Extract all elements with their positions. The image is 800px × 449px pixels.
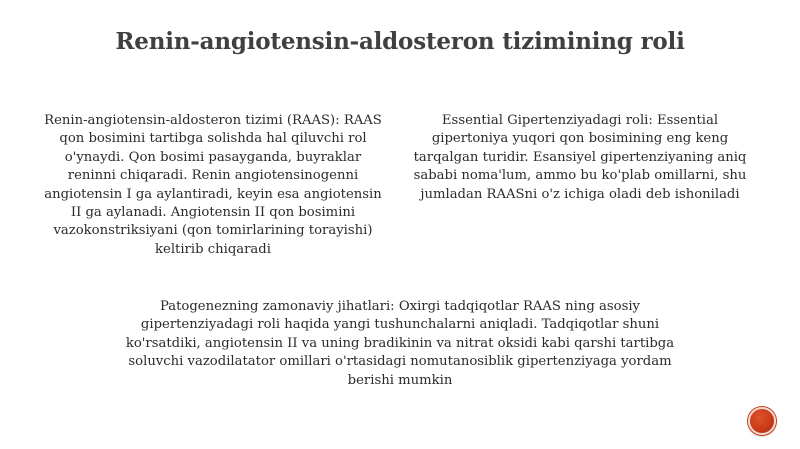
next-slide-button-icon[interactable] bbox=[748, 407, 776, 435]
left-text-block: Renin-angiotensin-aldosteron tizimi (RAAS): RAAS qon bosimini tartibga solishda hal qiluvchi rol o'ynaydi. Qon bosimi pasayganda, buyraklar reninni chiqaradi. Renin angiotensinogenni angiotensin I ga aylantiradi, keyin esa angiotensin II ga aylanadi. Angiotensin II qon bosimini vazokonstriksiyani (qon tomirlarining torayishi) keltirib chiqaradi bbox=[44, 113, 382, 257]
right-text-block: Essential Gipertenziyadagi roli: Essential gipertoniya yuqori qon bosimining eng keng tarqalgan turidir. Esansiyel gipertenziyaning aniq sababi noma'lum, ammo bu ko'plab omillarni, shu jumladan RAASni o'z ichiga oladi deb ishoniladi bbox=[413, 113, 747, 202]
bottom-text-block: Patogenezning zamonaviy jihatlari: Oxirgi tadqiqotlar RAAS ning asosiy gipertenziyadagi roli haqida yangi tushunchalarni aniqladi. Tadqiqotlar shuni ko'rsatdiki, angiotensin II va uning bradikinin va nitrat oksidi kabi qarshi tartibga soluvchi vazodilatator omillari o'rtasidagi nomutanosiblik gipertenziyaga yordam berishi mumkin bbox=[125, 299, 675, 388]
slide-title: Renin-angiotensin-aldosteron tizimining roli bbox=[115, 28, 685, 55]
